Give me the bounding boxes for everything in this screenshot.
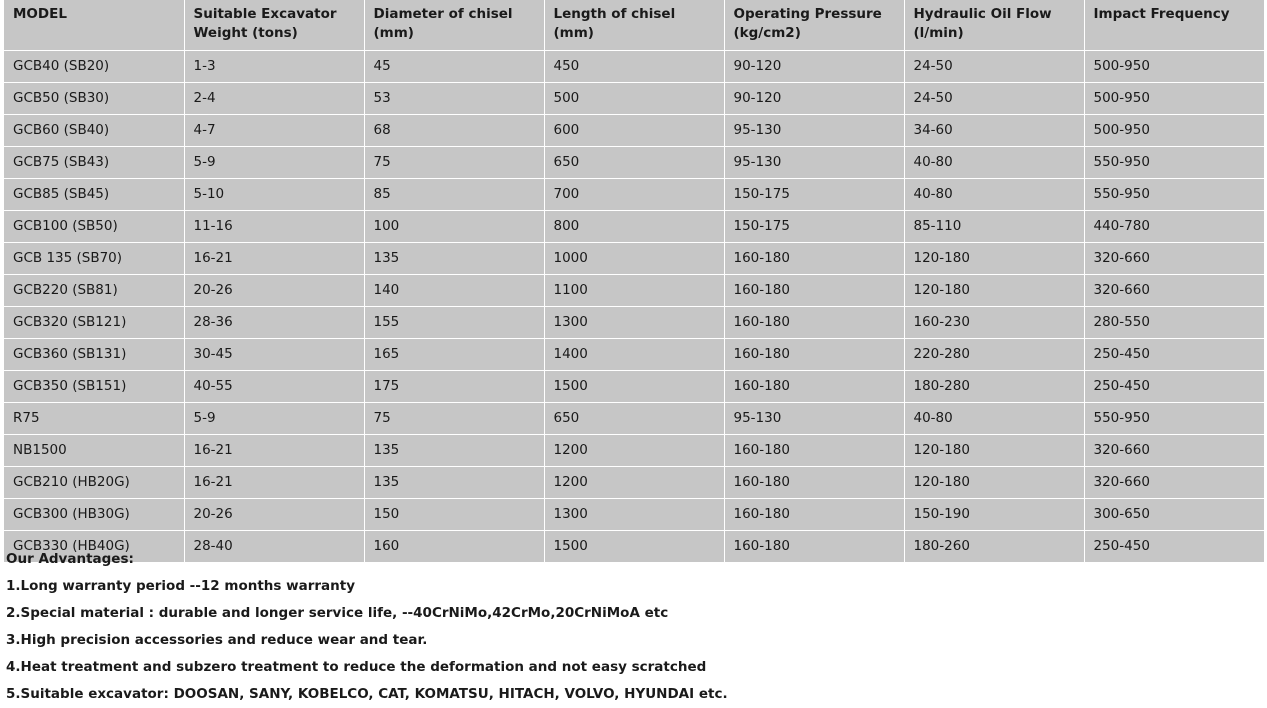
cell-chisel-diameter: 175	[364, 370, 544, 402]
table-row	[4, 178, 1264, 210]
cell-impact-frequency: 550-950	[1084, 402, 1264, 434]
cell-impact-frequency: 320-660	[1084, 274, 1264, 306]
cell-excavator-weight: 11-16	[184, 210, 364, 242]
cell-model: GCB75 (SB43)	[4, 146, 184, 178]
table-row	[4, 338, 1264, 370]
cell-chisel-length: 450	[544, 50, 724, 82]
cell-chisel-length: 1400	[544, 338, 724, 370]
cell-chisel-length: 500	[544, 82, 724, 114]
spec-table	[4, 0, 1264, 563]
cell-impact-frequency: 440-780	[1084, 210, 1264, 242]
cell-chisel-length: 1200	[544, 434, 724, 466]
cell-model: GCB40 (SB20)	[4, 50, 184, 82]
cell-operating-pressure: 160-180	[724, 274, 904, 306]
cell-chisel-length: 600	[544, 114, 724, 146]
cell-operating-pressure: 160-180	[724, 498, 904, 530]
cell-impact-frequency: 320-660	[1084, 466, 1264, 498]
cell-oil-flow: 150-190	[904, 498, 1084, 530]
cell-oil-flow: 34-60	[904, 114, 1084, 146]
cell-chisel-diameter: 160	[364, 530, 544, 562]
cell-chisel-diameter: 135	[364, 466, 544, 498]
column-header-model: MODEL	[4, 0, 184, 50]
cell-excavator-weight: 16-21	[184, 242, 364, 274]
advantages-section	[6, 546, 728, 708]
cell-operating-pressure: 95-130	[724, 402, 904, 434]
table-row	[4, 242, 1264, 274]
spec-table-header	[4, 0, 1264, 50]
cell-impact-frequency: 550-950	[1084, 146, 1264, 178]
cell-chisel-length: 1300	[544, 306, 724, 338]
advantage-item-2: 2.Special material : durable and longer service life, --40CrNiMo,42CrMo,20CrNiMoA etc	[6, 605, 669, 621]
cell-chisel-length: 1200	[544, 466, 724, 498]
cell-excavator-weight: 20-26	[184, 498, 364, 530]
cell-oil-flow: 85-110	[904, 210, 1084, 242]
cell-excavator-weight: 20-26	[184, 274, 364, 306]
cell-impact-frequency: 320-660	[1084, 434, 1264, 466]
cell-operating-pressure: 90-120	[724, 50, 904, 82]
table-row	[4, 274, 1264, 306]
cell-chisel-diameter: 150	[364, 498, 544, 530]
column-header-oil-flow: Hydraulic Oil Flow (l/min)	[904, 0, 1084, 50]
cell-chisel-length: 1300	[544, 498, 724, 530]
cell-operating-pressure: 160-180	[724, 466, 904, 498]
cell-operating-pressure: 160-180	[724, 338, 904, 370]
cell-impact-frequency: 300-650	[1084, 498, 1264, 530]
cell-chisel-diameter: 85	[364, 178, 544, 210]
table-row	[4, 50, 1264, 82]
cell-model: GCB50 (SB30)	[4, 82, 184, 114]
cell-chisel-diameter: 135	[364, 434, 544, 466]
cell-excavator-weight: 4-7	[184, 114, 364, 146]
table-row	[4, 306, 1264, 338]
cell-chisel-length: 1500	[544, 370, 724, 402]
cell-operating-pressure: 160-180	[724, 434, 904, 466]
table-row	[4, 370, 1264, 402]
cell-impact-frequency: 500-950	[1084, 50, 1264, 82]
cell-model: R75	[4, 402, 184, 434]
table-row	[4, 466, 1264, 498]
cell-impact-frequency: 500-950	[1084, 82, 1264, 114]
cell-chisel-diameter: 45	[364, 50, 544, 82]
advantage-item-4: 4.Heat treatment and subzero treatment to reduce the deformation and not easy scratched	[6, 659, 707, 675]
column-header-impact-frequency: Impact Frequency	[1084, 0, 1264, 50]
cell-impact-frequency: 250-450	[1084, 338, 1264, 370]
cell-model: GCB210 (HB20G)	[4, 466, 184, 498]
cell-operating-pressure: 160-180	[724, 530, 904, 562]
cell-impact-frequency: 320-660	[1084, 242, 1264, 274]
cell-operating-pressure: 90-120	[724, 82, 904, 114]
cell-chisel-diameter: 68	[364, 114, 544, 146]
advantages-title: Our Advantages:	[6, 551, 134, 567]
cell-model: GCB60 (SB40)	[4, 114, 184, 146]
cell-excavator-weight: 5-10	[184, 178, 364, 210]
cell-oil-flow: 40-80	[904, 178, 1084, 210]
cell-model: GCB330 (HB40G)	[4, 530, 184, 562]
cell-chisel-length: 1000	[544, 242, 724, 274]
cell-model: GCB85 (SB45)	[4, 178, 184, 210]
cell-chisel-length: 1100	[544, 274, 724, 306]
cell-model: GCB360 (SB131)	[4, 338, 184, 370]
column-header-chisel-length: Length of chisel (mm)	[544, 0, 724, 50]
cell-excavator-weight: 5-9	[184, 402, 364, 434]
cell-chisel-length: 650	[544, 402, 724, 434]
column-header-operating-pressure: Operating Pressure (kg/cm2)	[724, 0, 904, 50]
table-row	[4, 434, 1264, 466]
cell-model: GCB320 (SB121)	[4, 306, 184, 338]
cell-chisel-length: 1500	[544, 530, 724, 562]
advantage-item-1: 1.Long warranty period --12 months warranty	[6, 578, 356, 594]
cell-oil-flow: 40-80	[904, 146, 1084, 178]
cell-oil-flow: 160-230	[904, 306, 1084, 338]
spec-table-body	[4, 50, 1264, 562]
cell-chisel-length: 800	[544, 210, 724, 242]
cell-excavator-weight: 1-3	[184, 50, 364, 82]
table-row	[4, 498, 1264, 530]
cell-oil-flow: 180-260	[904, 530, 1084, 562]
advantage-item-5: 5.Suitable excavator: DOOSAN, SANY, KOBELCO, CAT, KOMATSU, HITACH, VOLVO, HYUNDAI etc.	[6, 686, 728, 702]
cell-impact-frequency: 280-550	[1084, 306, 1264, 338]
cell-oil-flow: 24-50	[904, 50, 1084, 82]
cell-chisel-diameter: 155	[364, 306, 544, 338]
cell-oil-flow: 120-180	[904, 242, 1084, 274]
header-row	[4, 0, 1264, 50]
cell-operating-pressure: 160-180	[724, 242, 904, 274]
cell-model: GCB100 (SB50)	[4, 210, 184, 242]
cell-chisel-diameter: 53	[364, 82, 544, 114]
table-row	[4, 402, 1264, 434]
cell-excavator-weight: 16-21	[184, 466, 364, 498]
cell-excavator-weight: 16-21	[184, 434, 364, 466]
cell-oil-flow: 220-280	[904, 338, 1084, 370]
advantage-item-3: 3.High precision accessories and reduce wear and tear.	[6, 632, 428, 648]
cell-model: GCB300 (HB30G)	[4, 498, 184, 530]
cell-impact-frequency: 250-450	[1084, 370, 1264, 402]
cell-chisel-diameter: 100	[364, 210, 544, 242]
cell-oil-flow: 180-280	[904, 370, 1084, 402]
cell-chisel-diameter: 75	[364, 402, 544, 434]
column-header-excavator-weight: Suitable Excavator Weight (tons)	[184, 0, 364, 50]
table-row	[4, 82, 1264, 114]
cell-operating-pressure: 95-130	[724, 146, 904, 178]
cell-impact-frequency: 550-950	[1084, 178, 1264, 210]
cell-excavator-weight: 30-45	[184, 338, 364, 370]
cell-excavator-weight: 40-55	[184, 370, 364, 402]
cell-oil-flow: 24-50	[904, 82, 1084, 114]
cell-chisel-diameter: 140	[364, 274, 544, 306]
column-header-chisel-diameter: Diameter of chisel (mm)	[364, 0, 544, 50]
cell-oil-flow: 40-80	[904, 402, 1084, 434]
cell-operating-pressure: 95-130	[724, 114, 904, 146]
cell-chisel-diameter: 165	[364, 338, 544, 370]
cell-model: GCB350 (SB151)	[4, 370, 184, 402]
table-row	[4, 210, 1264, 242]
cell-excavator-weight: 5-9	[184, 146, 364, 178]
table-row	[4, 114, 1264, 146]
cell-oil-flow: 120-180	[904, 274, 1084, 306]
cell-operating-pressure: 150-175	[724, 178, 904, 210]
cell-operating-pressure: 150-175	[724, 210, 904, 242]
cell-model: GCB220 (SB81)	[4, 274, 184, 306]
cell-model: NB1500	[4, 434, 184, 466]
cell-chisel-diameter: 75	[364, 146, 544, 178]
cell-excavator-weight: 28-36	[184, 306, 364, 338]
cell-excavator-weight: 2-4	[184, 82, 364, 114]
cell-chisel-length: 650	[544, 146, 724, 178]
cell-impact-frequency: 250-450	[1084, 530, 1264, 562]
cell-oil-flow: 120-180	[904, 466, 1084, 498]
cell-impact-frequency: 500-950	[1084, 114, 1264, 146]
cell-operating-pressure: 160-180	[724, 306, 904, 338]
table-row	[4, 146, 1264, 178]
cell-excavator-weight: 28-40	[184, 530, 364, 562]
cell-operating-pressure: 160-180	[724, 370, 904, 402]
cell-chisel-diameter: 135	[364, 242, 544, 274]
cell-model: GCB 135 (SB70)	[4, 242, 184, 274]
cell-chisel-length: 700	[544, 178, 724, 210]
cell-oil-flow: 120-180	[904, 434, 1084, 466]
